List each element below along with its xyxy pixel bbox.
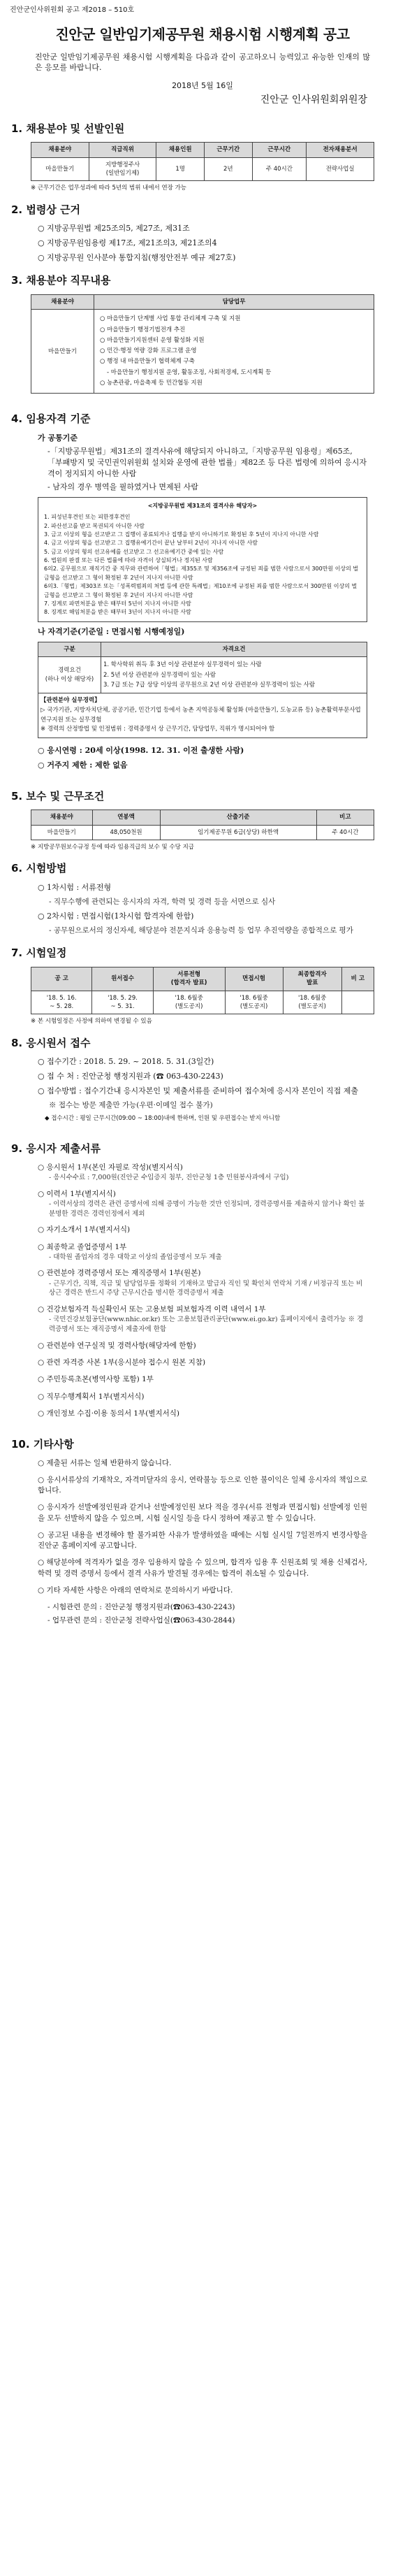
list-item: ○ 농촌관광, 마을축제 등 민간협동 지원 [100, 380, 202, 387]
section-5-title: 5. 보수 및 근무조건 [11, 789, 105, 803]
table-row [31, 825, 374, 840]
qual-note-head: 【관련분야 실무경력】 [40, 697, 101, 705]
table-header: 자격요건 [101, 642, 367, 656]
table-cell: 전략사업실 [307, 157, 374, 181]
section-1-title: 1. 채용분야 및 선발인원 [11, 122, 125, 135]
table-header: 채용인원 [156, 143, 205, 157]
qualification-head: 나 자격기준(기준일 : 면접시험 시행예정일) [38, 626, 185, 636]
table-row [38, 693, 367, 737]
list-item [38, 1374, 367, 1385]
table-header: 서류전형 (합격자 발표) [153, 967, 225, 991]
table-header: 근무기간 [204, 143, 252, 157]
recruitment-table [31, 142, 374, 181]
list-item [38, 1392, 367, 1402]
document-name: ○ 응시원서 1부(본인 자필로 작성)(별지서식) [38, 1163, 183, 1172]
application-place: ○ 접 수 처 : 진안군청 행정지원과 (☎ 063-430-2243) [38, 1072, 223, 1081]
section-7-title: 7. 시험일정 [11, 947, 67, 960]
section-4-title: 4. 임용자격 기준 [11, 412, 91, 426]
list-item: ○ 민간·행정 역량 강화 프로그램 운영 [100, 347, 197, 355]
list-item [38, 1304, 367, 1334]
notice-date: 2018년 5월 16일 [172, 81, 233, 91]
section-5-note: ※ 지방공무원보수규정 등에 따라 임용직급의 보수 및 수당 지급 [31, 844, 195, 851]
list-item: 4. 금고 이상의 형을 선고받고 그 집행유예기간이 끝난 날부터 2년이 지나지 아니한 사람 [44, 540, 258, 547]
section-2-title: 2. 법령상 근거 [11, 203, 81, 216]
list-item [38, 1189, 367, 1219]
table-cell: '18. 5. 29. ~ 5. 31. [92, 991, 153, 1014]
section-8-title: 8. 응시원서 접수 [11, 1036, 91, 1049]
table-cell: 주 40시간 [252, 157, 307, 181]
table-cell: 48,050천원 [92, 825, 160, 840]
list-item: ○ 해당분야에 적격자가 없을 경우 임용하지 않을 수 있으며, 합격자 임용 후 신원조회 및 채용 신체검사, 학력 및 경력 증명서 등에서 결격 사유가 발견될 경우에는 합격이 취소될 수 있습니다. [38, 1558, 367, 1578]
table-header: 채용분야 [31, 810, 93, 825]
table-header: 채용분야 [31, 143, 89, 157]
list-item: 3. 7급 또는 7급 상당 이상의 공무원으로 2년 이상 관련분야 실무경력이 있는 사람 [103, 681, 316, 689]
list-item: 6의2. 공무원으로 재직기간 중 직무와 관련하여「형법」제355조 및 제356조에 규정된 죄를 범한 사람으로서 300만원 이상의 벌금형을 선고받고 그 형이 확정된 후 2년이 지나지 아니한 사람 [44, 566, 359, 581]
table-header: 비고 [316, 810, 374, 825]
table-cell [38, 693, 367, 737]
list-item: - 남자의 경우 병역을 필하였거나 면제된 사람 [47, 482, 198, 491]
list-item: 8. 징계로 해임처분을 받은 때부터 3년이 지나지 아니한 사람 [44, 609, 191, 616]
table-cell: '18. 6월중 (별도공지) [153, 991, 225, 1014]
document-name: ○ 이력서 1부(별지서식) [38, 1189, 116, 1198]
list-item: ○ 기타 자세한 사항은 아래의 연락처로 문의하시기 바랍니다. [38, 1585, 233, 1595]
exam-stage-2: ○ 2차시험 : 면접시험(1차시험 합격자에 한함) [38, 912, 194, 921]
section-1-note: ※ 근무기간은 업무성과에 따라 5년의 범위 내에서 연장 가능 [31, 185, 187, 192]
table-header: 연봉액 [92, 810, 160, 825]
table-cell: '18. 6월중 (별도공지) [283, 991, 341, 1014]
table-row [31, 157, 374, 181]
list-item: - 마을만들기 행정지원 운영, 활동조정, 사회적경제, 도시계획 등 [107, 368, 272, 376]
table-header: 채용분야 [31, 294, 94, 309]
list-item: 7. 징계로 파면처분을 받은 때부터 5년이 지나지 아니한 사람 [44, 600, 191, 607]
list-item: ○ 마을만들기 행정기법전개 추진 [100, 326, 186, 333]
contact-exam: - 시험관련 문의 : 진안군청 행정지원과(☎063-430-2243) [47, 1603, 235, 1612]
document-name: ○ 관련분야 연구실적 및 경력사항(해당자에 한함) [38, 1341, 196, 1350]
list-item: 3. 금고 이상의 형을 선고받고 그 집행이 종료되거나 집행을 받지 아니하기로 확정된 후 5년이 지나지 아니한 사람 [44, 531, 319, 538]
table-cell: 마을만들기 [31, 310, 94, 394]
document-name: ○ 최종학교 졸업증명서 1부 [38, 1242, 127, 1251]
qual-note-2: ※ 경력의 산정방법 및 인정범위 : 경력증명서 상 근무기간, 담당업무, 직위가 명시되어야 함 [40, 726, 275, 733]
list-item: 1. 학사학위 취득 후 3년 이상 관련분야 실무경력이 있는 사람 [103, 661, 262, 669]
legal-basis-item: ○ 지방공무원임용령 제17조, 제21조의3, 제21조의4 [38, 238, 217, 248]
table-header: 면접시험 [225, 967, 283, 991]
table-cell: 마을만들기 [31, 157, 89, 181]
residence-limit: ○ 거주지 제한 : 제한 없음 [38, 760, 128, 770]
table-cell: '18. 6월중 (별도공지) [225, 991, 283, 1014]
application-method-note: ※ 접수는 방문 제출만 가능(우편·이메일 접수 불가) [49, 1101, 213, 1110]
box-title: <지방공무원법 제31조의 결격사유 해당자> [147, 502, 258, 509]
list-item: 6의3.「형법」제303조 또는「성폭력범죄의 처벌 등에 관한 특례법」제10조에 규정된 죄를 범한 사람으로서 300만원 이상의 벌금형을 선고받고 그 형이 확정된 후 2년이 지나지 아니한 사람 [44, 583, 358, 598]
table-cell [101, 657, 367, 693]
table-cell: 마을만들기 [31, 825, 93, 840]
list-item: ○ 제출된 서류는 일체 반환하지 않습니다. [38, 1458, 172, 1467]
contact-work: - 업무관련 문의 : 진안군청 전략사업실(☎063-430-2844) [47, 1616, 235, 1625]
common-criteria-head: 가 공통기준 [38, 433, 78, 443]
table-header: 전자채용분서 [307, 143, 374, 157]
exam-stage-2-desc: - 공무원으로서의 정신자세, 해당분야 전문지식과 응용능력 등 업무 추진역량을 종합적으로 평가 [49, 926, 353, 935]
list-item: 5. 금고 이상의 형의 선고유예를 선고받고 그 선고유예기간 중에 있는 사람 [44, 548, 224, 555]
document-detail: - 근무기간, 직책, 직급 및 담당업무를 정확히 기재하고 발급자 직인 및 확인처 연락처 기재 / 비정규직 또는 비상근 경력은 반드시 주당 근무시간을 명시한 경력증명서 제출 [49, 1279, 363, 1297]
section-3-title: 3. 채용분야 직무내용 [11, 274, 111, 287]
list-item: ○ 마을만들기지원센터 운영 활성화 지원 [100, 336, 205, 344]
list-item: 6. 법원의 판결 또는 다른 법률에 따라 자격이 상실되거나 정지된 사람 [44, 557, 213, 564]
list-item [38, 1163, 367, 1183]
table-cell: 주 40시간 [316, 825, 374, 840]
list-item [38, 1268, 367, 1298]
table-row [31, 991, 374, 1014]
qual-note: ▷ 국가기관, 지방자치단체, 공공기관, 민간기업 등에서 농촌 지역공동체 활성화 (마을만들기, 도농교류 등) 농촌활력부문사업 연구지원 또는 실무경험 [40, 706, 361, 724]
list-item: ○ 응시서류상의 기재착오, 자격미달자의 응시, 연락불능 등으로 인한 불이익은 일체 응시자의 책임으로 합니다. [38, 1476, 367, 1495]
qualification-table [38, 642, 367, 738]
list-item: -「지방공무원법」제31조의 결격사유에 해당되지 아니하고,「지방공무원 임용령」제65조,「부패방지 및 국민권익위원회 설치와 운영에 관한 법률」제82조 등 다른 법령에 의하여 응시자격이 정지되지 아니한 사람 [47, 447, 367, 478]
document-list [38, 1163, 367, 1420]
duty-list [94, 310, 374, 394]
other-notes [38, 1458, 367, 1627]
section-9-title: 9. 응시자 제출서류 [11, 1142, 101, 1155]
disqualification-box [38, 497, 367, 622]
table-header: 최종합격자 발표 [283, 967, 341, 991]
issuer: 진안군 인사위원회위원장 [260, 94, 367, 106]
section-7-note: ※ 본 시험일정은 사정에 의하여 변경될 수 있음 [31, 1018, 152, 1026]
list-item [38, 1225, 367, 1235]
list-item: 2. 파산선고를 받고 복권되지 아니한 사람 [44, 522, 145, 529]
table-header: 원서접수 [92, 967, 153, 991]
list-item: 1. 피성년후견인 또는 피한정후견인 [44, 514, 131, 521]
section-6-title: 6. 시험방법 [11, 862, 67, 875]
table-cell: '18. 5. 16. ~ 5. 28. [31, 991, 92, 1014]
schedule-table [31, 967, 374, 1014]
document-name: ○ 자기소개서 1부(별지서식) [38, 1225, 131, 1235]
document-name: ○ 관련 자격증 사본 1부(응시분야 접수시 원본 지참) [38, 1358, 206, 1367]
list-item: ○ 행정 내 마을만들기 협력체계 구축 [100, 358, 195, 366]
table-cell: 경력요건 (하나 이상 해당자) [38, 657, 101, 693]
intro-text: 진안군 일반임기제공무원 채용시험 시행계획을 다음과 같이 공고하오니 능력있고 유능한 인재의 많은 응모를 바랍니다. [35, 52, 370, 73]
table-row [38, 657, 367, 693]
table-header: 산출기준 [160, 810, 316, 825]
exam-stage-1-desc: - 직무수행에 관련되는 응시자의 자격, 학력 및 경력 등을 서면으로 심사 [49, 898, 276, 907]
document-name: ○ 관련분야 경력증명서 또는 재직증명서 1부(원본) [38, 1269, 201, 1278]
list-item: ○ 공고된 내용을 변경해야 할 불가피한 사유가 발생하였을 때에는 시험 실시일 7일전까지 변경사항을 진안군 홈페이지에 공고합니다. [38, 1530, 367, 1550]
section-10-title: 10. 기타사항 [11, 1438, 74, 1451]
list-item: ○ 마을만들기 단계별 사업 통합 관리체계 구축 및 지원 [100, 315, 241, 323]
age-limit: ○ 응시연령 : 20세 이상(1998. 12. 31. 이전 출생한 사람) [38, 745, 244, 755]
document-name: ○ 건강보험자격 득실확인서 또는 고용보험 피보험자격 이력 내역서 1부 [38, 1305, 266, 1314]
notice-number: 진안군인사위원회 공고 제2018 – 510호 [10, 6, 135, 14]
pay-table [31, 810, 374, 840]
document-detail: - 국민건강보험공단(www.nhic.or.kr) 또는 고용보험관리공단(www.ei.go.kr) 홈페이지에서 출력가능 ※ 경력증명서 또는 재직증명서 제출자에 한함 [49, 1316, 364, 1334]
table-header: 구분 [38, 642, 101, 656]
table-header: 비 고 [341, 967, 374, 991]
document-detail: - 이력서상의 경력은 관련 증명서에 의해 증명이 가능한 것만 인정되며, 경력증명서를 제출하지 않거나 확인 불분명한 경력은 경력인정에서 제외 [49, 1200, 365, 1218]
list-item [38, 1242, 367, 1262]
table-header: 근무시간 [252, 143, 307, 157]
document-detail: - 응시수수료 : 7,000원(진안군 수입증지 첨부, 진안군청 1층 민원봉사과에서 구입) [49, 1173, 289, 1181]
duty-table [31, 294, 374, 394]
legal-basis-item: ○ 지방공무원법 제25조의5, 제27조, 제31조 [38, 224, 190, 233]
application-method: ○ 접수방법 : 접수기간내 응시자본인 및 제출서류를 준비하여 접수처에 응시자 본인이 직접 제출 [38, 1086, 359, 1096]
table-cell: 임기제공무원 6급(상당) 하한액 [160, 825, 316, 840]
legal-basis-item: ○ 지방공무원 인사분야 통합지침(행정안전부 예규 제27호) [38, 253, 236, 263]
list-item: ○ 응시자가 선발예정인원과 같거나 선발예정인원 보다 적을 경우(서류 전형과 면접시험) 선발예정 인원을 모두 선발하지 않을 수 있으며, 시험 실시일 등을 다시 정하여 재공고 할 수 있습니다. [38, 1503, 367, 1523]
document-name: ○ 직무수행계획서 1부(별지서식) [38, 1392, 145, 1401]
table-cell: 지방행정주사 (일반임기제) [89, 157, 156, 181]
list-item [38, 1409, 367, 1419]
list-item [38, 1358, 367, 1368]
list-item: 2. 5년 이상 관련분야 실무경력이 있는 사람 [103, 671, 216, 679]
table-header: 공 고 [31, 967, 92, 991]
table-cell [341, 991, 374, 1014]
table-header: 담당업무 [94, 294, 374, 309]
list-item [38, 1341, 367, 1351]
table-cell: 1명 [156, 157, 205, 181]
table-header: 직급직위 [89, 143, 156, 157]
table-cell: 2년 [204, 157, 252, 181]
document-name: ○ 주민등록초본(병역사항 포함) 1부 [38, 1375, 154, 1384]
application-period: ○ 접수기간 : 2018. 5. 29. ~ 2018. 5. 31.(3일간) [38, 1057, 214, 1067]
table-row [31, 310, 374, 394]
document-detail: - 대학원 졸업자의 경우 대학교 이상의 졸업증명서 모두 제출 [49, 1253, 222, 1261]
page-title: 진안군 일반임기제공무원 채용시험 시행계획 공고 [55, 25, 350, 43]
document-name: ○ 개인정보 수집·이용 동의서 1부(별지서식) [38, 1409, 180, 1418]
exam-stage-1: ○ 1차시험 : 서류전형 [38, 883, 112, 893]
application-hours: ◆ 접수시간 : 평일 근무시간(09:00 ~ 18:00)내에 한하며, 인원 및 우편접수는 받지 아니함 [45, 1115, 281, 1123]
